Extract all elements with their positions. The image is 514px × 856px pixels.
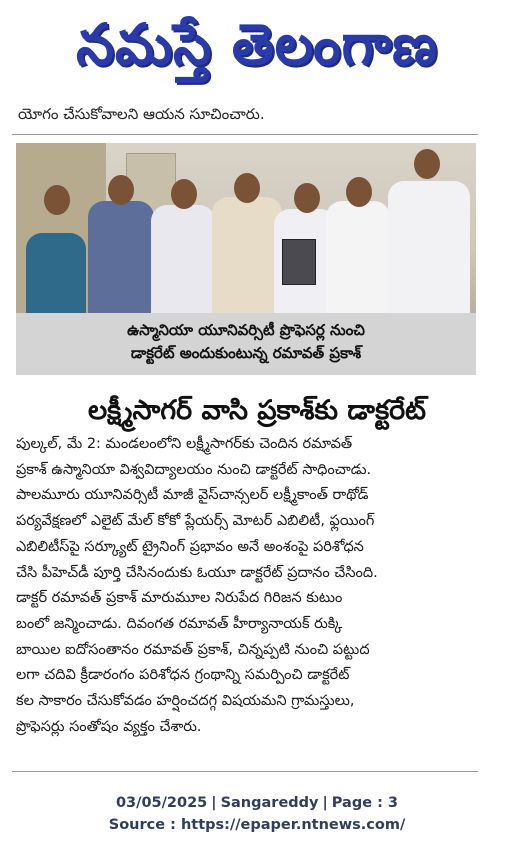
photo-person — [26, 233, 86, 313]
body-line: పుల్కల్, మే 2: మండలంలోని లక్ష్మీసాగర్‌కు చెందిన రమావత్ — [16, 436, 353, 452]
photo-person — [326, 201, 390, 313]
article-body — [16, 432, 482, 740]
footer-date: 03/05/2025 — [115, 795, 208, 811]
body-line: పాలమూరు యూనివర్సిటీ మాజీ వైస్‌చాన్సలర్ లక్ష్మీకాంత్ రాథోడ్ — [16, 487, 369, 504]
photo-person — [88, 201, 154, 313]
body-line: డాక్టర్ రమావత్ ప్రకాశ్ మారుమూల నిరుపేద గిరిజన కుటుం — [16, 590, 343, 607]
photo-caption-line: డాక్టరేట్ అందుకుంటున్న రమావత్ ప్రకాశ్ — [130, 344, 362, 362]
footer-separator: | — [322, 795, 328, 811]
footer-page: Page : 3 — [331, 795, 399, 811]
photo-person-head — [171, 179, 197, 209]
body-line: చేసి పీహెచ్‌డీ పూర్తి చేసినందుకు ఓయూ డాక్టరేట్ ప్రదానం చేసింది. — [16, 564, 378, 581]
photo-person — [151, 205, 215, 313]
body-line: బాయిల ఐదోసంతానం రమావత్ ప్రకాశ్, చిన్నప్పటి నుంచి పట్టుద — [16, 641, 370, 658]
divider-top — [12, 134, 478, 135]
footer-separator: | — [211, 795, 217, 811]
photo-person-head — [294, 183, 320, 213]
photo-person-head — [108, 175, 134, 205]
photo-person-head — [414, 149, 440, 179]
previous-article-line: యోగం చేసుకోవాలని ఆయన సూచించారు. — [18, 105, 265, 123]
body-line: పర్యవేక్షణలో ఎలైట్ మేల్ కోకో ప్లేయర్స్ మోటర్ ఎబిలిటీ, ఫ్లయింగ్ — [16, 513, 375, 530]
thesis-book — [282, 239, 316, 285]
divider-bottom — [12, 771, 478, 772]
clip-footer — [0, 792, 514, 836]
body-line: బంలో జన్మించాడు. దివంగత రమావత్ హీర్యానాయక్ రుక్కి — [16, 615, 343, 632]
body-line: లగా చదివి క్రీడారంగం పరిశోధన గ్రంథాన్ని సమర్పించి డాక్టరేట్ — [16, 667, 350, 684]
body-line: కల సాకారం చేసుకోవడం హర్షించదగ్గ విషయమని గ్రామస్తులు, — [16, 693, 355, 710]
footer-edition: Sangareddy — [220, 795, 319, 811]
photo-caption-line: ఉస్మానియా యూనివర్సిటీ ప్రొఫెసర్ల నుంచి — [127, 321, 365, 339]
body-line: ఎబిలిటీస్‌పై సర్క్యూట్ ట్రైనింగ్ ప్రభావం అనే అంశంపై పరిశోధన — [16, 538, 364, 555]
photo-person-head — [44, 185, 70, 215]
photo-person-head — [346, 177, 372, 207]
photo-person — [388, 181, 470, 313]
article-headline: లక్ష్మీసాగర్ వాసి ప్రకాశ్‌కు డాక్టరేట్ — [87, 395, 427, 426]
photo-caption — [16, 313, 476, 375]
photo-person — [212, 197, 282, 313]
footer-source: Source : https://epaper.ntnews.com/ — [108, 817, 406, 833]
footer-meta — [0, 792, 514, 814]
body-line: ప్రొఫెసర్లు సంతోషం వ్యక్తం చేశారు. — [16, 718, 202, 735]
photo-person-head — [234, 173, 260, 203]
body-line: ప్రకాశ్ ఉస్మానియా విశ్వవిద్యాలయం నుంచి డాక్టరేట్ సాధించాడు. — [16, 461, 372, 478]
news-photo — [16, 143, 476, 313]
masthead-logo: నమస్తే తెలంగాణ — [76, 11, 438, 78]
